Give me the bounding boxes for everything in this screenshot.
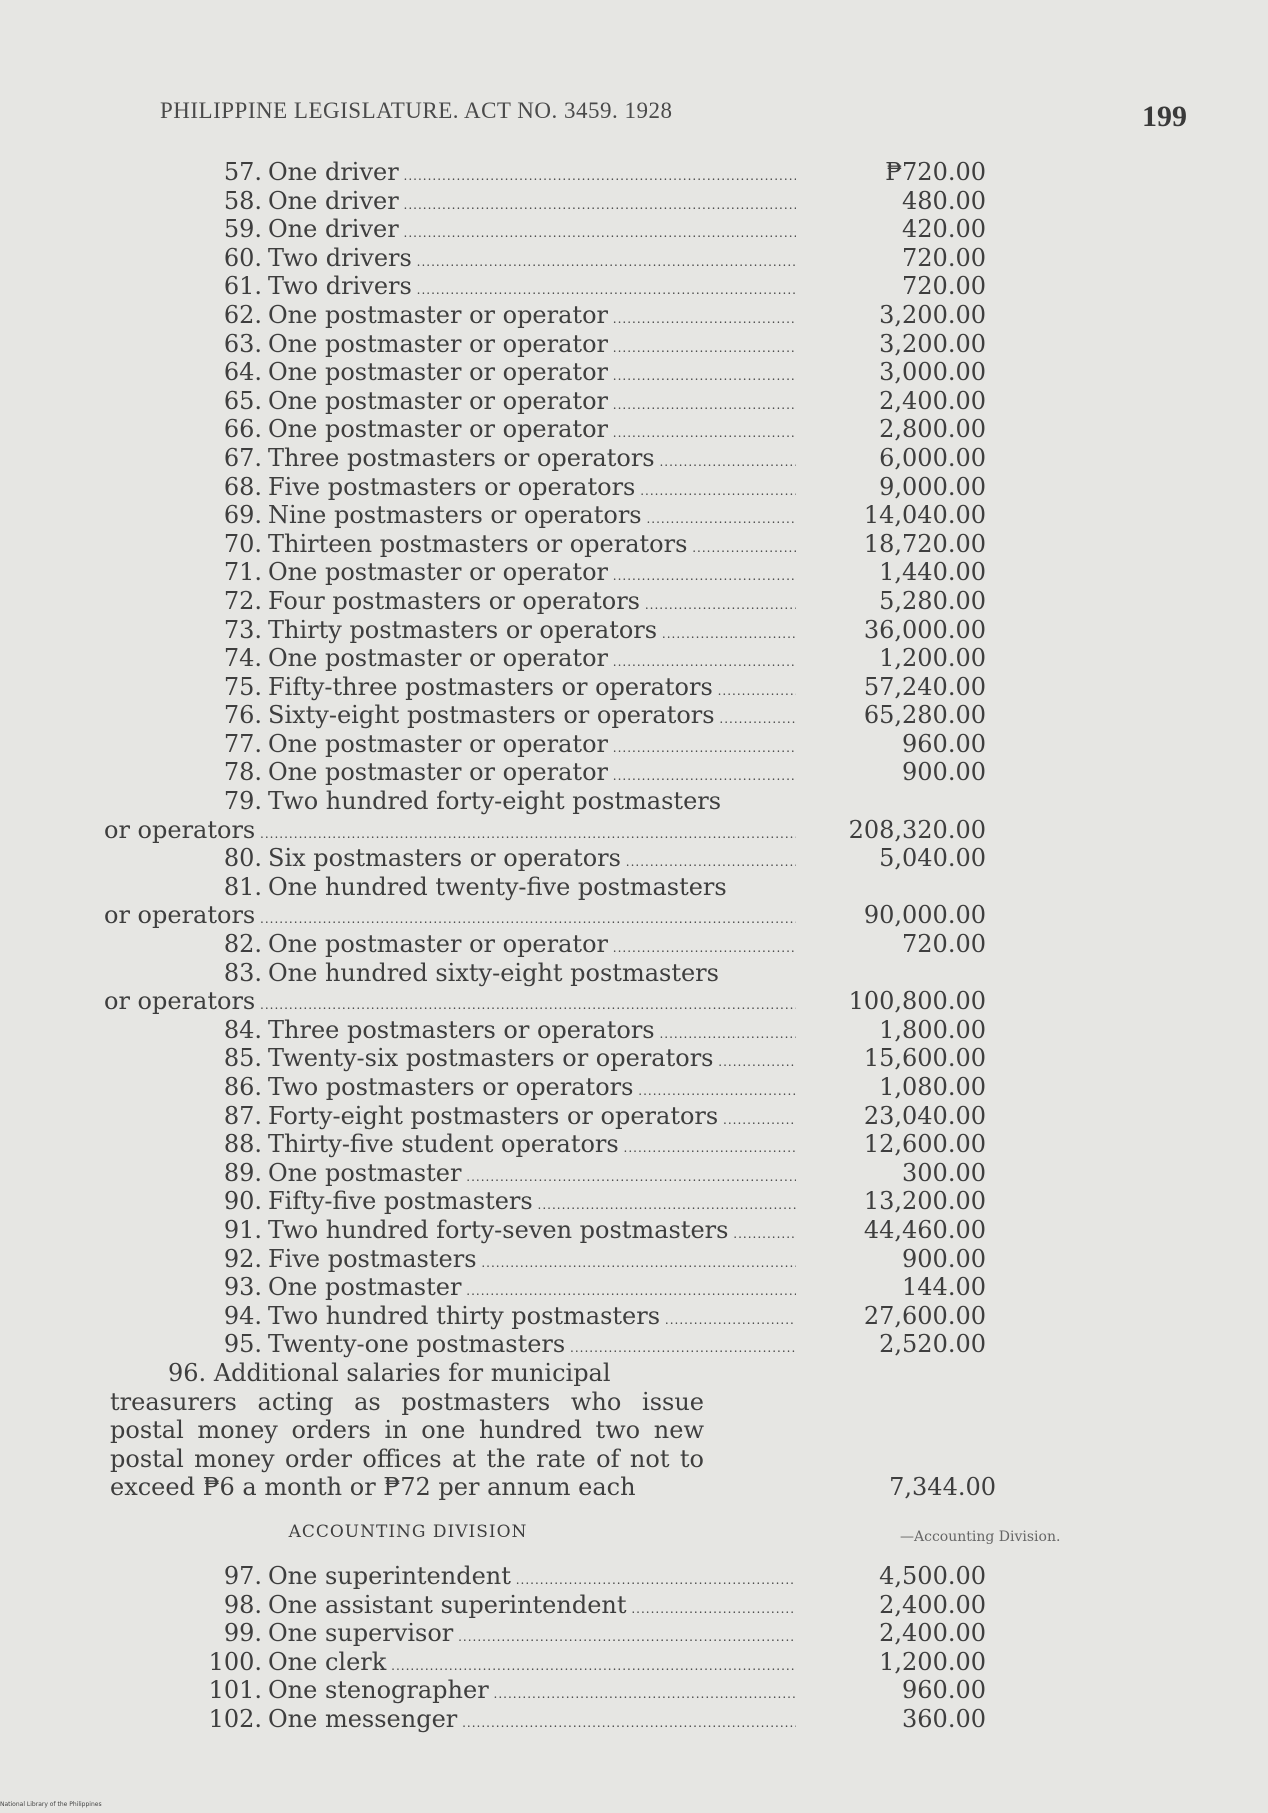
list-item-continuation [100,815,986,845]
item-label: Three postmasters or operators ..... [268,444,796,477]
list-item [100,1158,986,1188]
item-label: Additional salaries for municipal [213,1358,611,1387]
item-number: 61. [223,272,262,301]
item-amount: 1,440.00 [879,558,986,587]
list-item [100,1676,986,1705]
item-number: 89. [223,1158,262,1187]
item-amount: 720.00 [902,930,986,959]
item-label: Five postmasters or operators ..... [268,473,796,506]
item-number: 79. [223,787,262,816]
item-amount: 300.00 [902,1158,986,1187]
list-item [100,1561,986,1591]
list-item [100,873,900,902]
list-item [100,1101,986,1131]
item-label: Thirteen postmasters or operators ..... [268,530,796,563]
item-amount: 36,000.00 [863,615,986,644]
item-amount: 65,280.00 [863,701,986,730]
item-number: 93. [223,1273,262,1302]
item-amount: 1,080.00 [879,1073,986,1101]
list-item [100,501,986,530]
item-label: One driver ..... [268,158,796,191]
item-label: Two drivers ..... [268,272,796,305]
item-number: 81. [223,872,262,901]
item-amount: 1,800.00 [879,1015,986,1044]
list-item [100,758,986,787]
item-number: 86. [223,1073,262,1101]
list-item [100,558,986,587]
item-amount: 13,200.00 [863,1187,986,1216]
list-item [100,272,986,301]
item-number: 66. [223,415,262,444]
list-item [100,415,986,444]
item-label: Nine postmasters or operators ..... [268,501,796,534]
list-item [100,1130,986,1159]
item-number: 64. [223,358,262,387]
item-amount: 27,600.00 [863,1301,986,1330]
item-amount: 2,800.00 [879,415,986,444]
item-label: Twenty-one postmasters ..... [268,1330,796,1363]
item-amount: 14,040.00 [863,501,986,530]
item-amount: 960.00 [902,729,986,758]
list-item [100,1301,986,1331]
footer-credit: National Library of the Philippines [0,1801,102,1808]
item-label: One hundred twenty-five postmasters [268,872,727,901]
item-amount: 23,040.00 [863,1101,986,1130]
item-amount: 208,320.00 [848,815,986,844]
item-label: One postmaster or operator ..... [268,644,796,677]
item-number: 60. [223,243,262,272]
list-item [100,1273,986,1302]
item-amount: 2,400.00 [879,1619,986,1648]
list-item-paragraph [110,1358,996,1502]
item-label: or operators ..... [104,901,796,934]
item-amount: 18,720.00 [863,529,986,558]
list-item [100,300,986,330]
item-label: Two hundred forty-seven postmasters ..... [268,1216,796,1249]
list-item [100,701,986,730]
item-label: One clerk ..... [268,1648,796,1681]
item-amount: 100,800.00 [848,987,986,1016]
item-label: One postmaster ..... [268,1273,796,1306]
item-label: One postmaster or operator ..... [268,730,796,763]
list-item [100,1073,986,1102]
item-label: Two postmasters or operators ..... [268,1073,796,1106]
item-label: One postmaster or operator ..... [268,415,796,448]
item-label: Six postmasters or operators ..... [268,844,796,877]
list-item [100,1704,986,1734]
item-number: 59. [223,215,262,244]
item-amount: 5,280.00 [879,586,986,615]
item-number: 57. [223,158,262,186]
item-label: One postmaster or operator ..... [268,930,796,963]
item-amount: 12,600.00 [863,1130,986,1159]
item-amount: 144.00 [902,1273,986,1302]
entries-group-c [100,1561,986,1734]
list-item-continuation [100,987,986,1016]
item-amount: 720.00 [902,243,986,272]
item-amount: 9,000.00 [879,472,986,501]
item-number: 73. [223,615,262,644]
item-label: Forty-eight postmasters or operators ..... [268,1102,796,1135]
item-number: 98. [223,1590,262,1619]
item-number: 90. [223,1187,262,1216]
item-amount: 720.00 [902,272,986,301]
list-item [100,472,986,502]
margin-note: —Accounting Division. [900,1529,1061,1545]
item-label: One postmaster or operator ..... [268,330,796,363]
item-number: 58. [223,186,262,215]
item-number: 97. [223,1561,262,1590]
item-number: 96. [168,1358,207,1387]
item-number: 102. [208,1704,262,1733]
item-label: Five postmasters ..... [268,1245,796,1278]
item-label: One postmaster or operator ..... [268,558,796,591]
item-number: 80. [223,844,262,873]
item-label: One postmaster or operator ..... [268,358,796,391]
list-item-continuation [100,901,986,930]
item-amount: 57,240.00 [863,672,986,701]
item-label: One supervisor ..... [268,1619,796,1652]
item-amount: 7,344.00 [889,1473,996,1502]
item-number: 68. [223,472,262,501]
item-amount: 480.00 [902,186,986,215]
item-amount: 1,200.00 [879,1647,986,1676]
item-label: Twenty-six postmasters or operators ..... [268,1044,796,1077]
item-number: 101. [208,1676,262,1705]
item-number: 87. [223,1101,262,1130]
item-label: One assistant superintendent ..... [268,1591,796,1624]
section-heading: ACCOUNTING DIVISION [288,1521,528,1542]
item-number: 92. [223,1244,262,1273]
list-item [100,1330,986,1359]
item-label: Four postmasters or operators ..... [268,587,796,620]
list-item [100,787,900,816]
item-amount: 960.00 [902,1676,986,1705]
list-item [100,386,986,416]
item-number: 99. [223,1619,262,1648]
item-number: 67. [223,443,262,472]
item-label: Fifty-three postmasters or operators ..... [268,673,796,706]
item-label: or operators ..... [104,816,796,849]
item-label: One stenographer ..... [268,1676,796,1709]
item-label: One postmaster or operator ..... [268,387,796,420]
list-item [100,1215,986,1245]
item-number: 77. [223,729,262,758]
item-amount: 90,000.00 [863,901,986,930]
list-item [100,358,986,387]
page-number: 199 [1142,100,1187,133]
item-amount: 1,200.00 [879,644,986,673]
item-label: One postmaster or operator ..... [268,758,796,791]
list-item [100,959,900,988]
item-number: 71. [223,558,262,587]
item-amount: 2,400.00 [879,386,986,415]
item-amount: 6,000.00 [879,443,986,472]
item-number: 83. [223,958,262,987]
item-label: Thirty postmasters or operators ..... [268,616,796,649]
item-amount: 3,200.00 [879,300,986,329]
item-label: or operators ..... [104,987,796,1020]
list-item [100,529,986,559]
item-amount: 900.00 [902,758,986,787]
list-item [100,243,986,273]
item-label: Two drivers ..... [268,244,796,277]
item-label: Fifty-five postmasters ..... [268,1187,796,1220]
item-amount: 360.00 [902,1704,986,1733]
item-label: Two hundred thirty postmasters ..... [268,1302,796,1335]
item-label: Thirty-five student operators ..... [268,1130,796,1163]
list-item [100,329,986,359]
list-item [100,844,986,873]
list-item [100,1015,986,1045]
item-label: One driver ..... [268,187,796,220]
item-amount: 2,520.00 [879,1330,986,1359]
running-header: PHILIPPINE LEGISLATURE. ACT NO. 3459. 1928 [160,98,673,123]
item-number: 65. [223,386,262,415]
list-item [100,930,986,959]
item-number: 74. [223,644,262,673]
item-text: treasurers acting as postmasters who issue postal money orders in one hundred two new postal money order offices at the rate of not to exceed ₱6 a month or ₱72 per annum each [110,1387,704,1502]
list-item [100,729,986,759]
item-label: One hundred sixty-eight postmasters [268,958,719,987]
list-item [100,1647,986,1677]
item-amount: 420.00 [902,215,986,244]
item-label: Sixty-eight postmasters or operators ..... [268,701,796,734]
list-item [100,1187,986,1216]
item-number: 91. [223,1215,262,1244]
item-amount: 3,200.00 [879,329,986,358]
item-amount: 5,040.00 [879,844,986,873]
list-item [100,1044,986,1073]
item-number: 78. [223,758,262,787]
item-number: 70. [223,529,262,558]
list-item [100,186,986,216]
item-label: Two hundred forty-eight postmasters [268,787,722,816]
entries-group-b [100,1015,986,1359]
item-amount: 2,400.00 [879,1590,986,1619]
item-number: 75. [223,672,262,701]
list-item [100,586,986,616]
item-amount: 4,500.00 [879,1561,986,1590]
item-number: 76. [223,701,262,730]
item-label: One postmaster ..... [268,1159,796,1192]
item-number: 63. [223,329,262,358]
item-number: 94. [223,1301,262,1330]
item-number: 100. [208,1647,262,1676]
item-amount: 15,600.00 [863,1044,986,1073]
item-amount: 44,460.00 [863,1215,986,1244]
item-label: Three postmasters or operators ..... [268,1016,796,1049]
item-amount: ₱720.00 [885,158,986,186]
item-amount: 3,000.00 [879,358,986,387]
item-number: 95. [223,1330,262,1359]
item-label: One driver ..... [268,215,796,248]
item-amount: 900.00 [902,1244,986,1273]
item-label: One superintendent ..... [268,1562,796,1595]
item-number: 72. [223,586,262,615]
item-label: One messenger ..... [268,1705,796,1738]
list-item [100,1619,986,1648]
appropriation-list [100,158,996,1733]
item-number: 82. [223,930,262,959]
item-label: One postmaster or operator ..... [268,301,796,334]
entries-group-a [100,158,986,787]
list-item [100,672,986,702]
list-item [100,158,986,187]
item-number: 62. [223,300,262,329]
list-item [100,615,986,645]
item-number: 84. [223,1015,262,1044]
list-item [100,1244,986,1274]
list-item [100,215,986,244]
item-number: 88. [223,1130,262,1159]
item-number: 85. [223,1044,262,1073]
list-item [100,443,986,473]
list-item [100,644,986,673]
list-item [100,1590,986,1620]
item-number: 69. [223,501,262,530]
